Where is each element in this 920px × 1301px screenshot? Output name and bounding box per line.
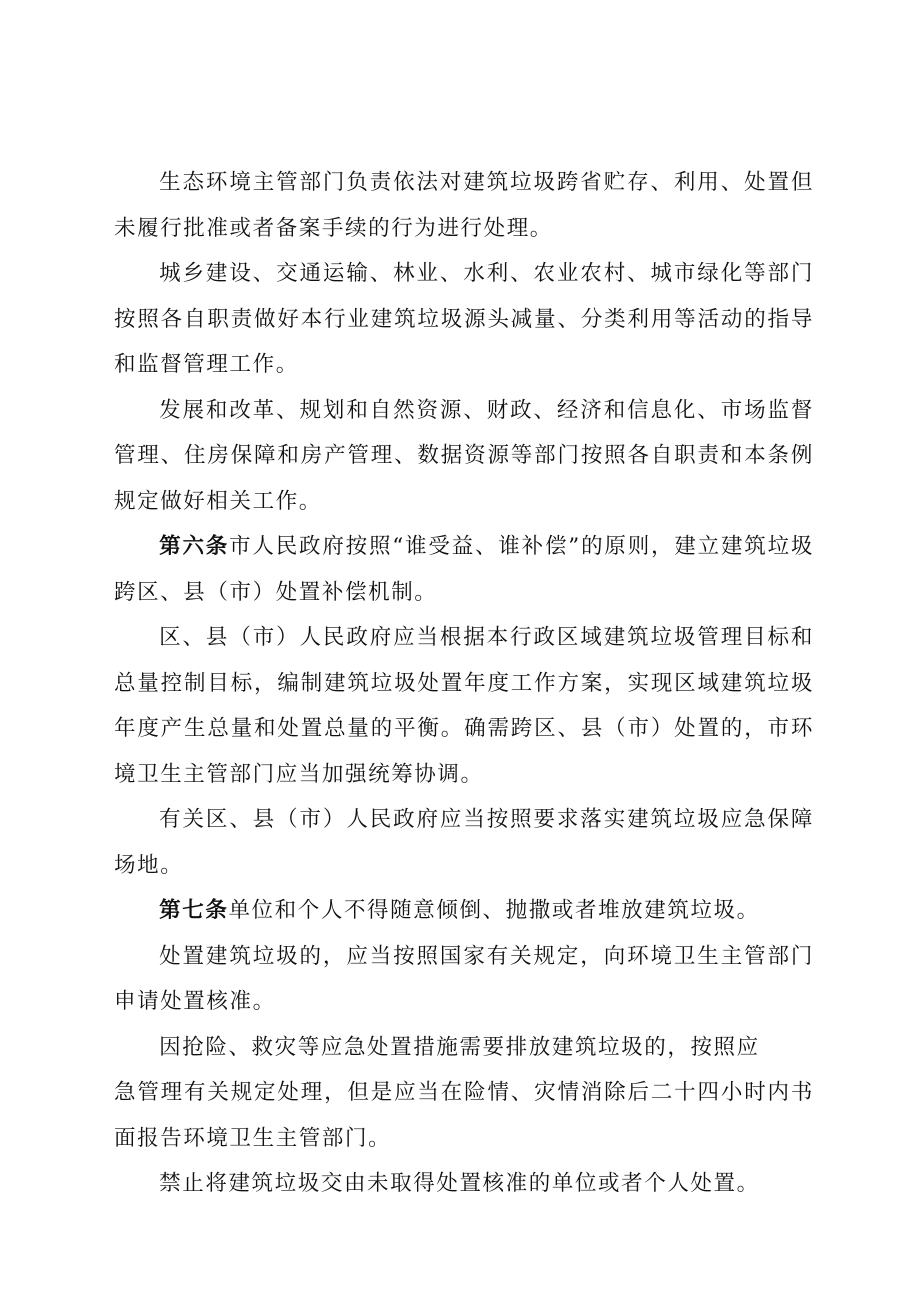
paragraph-text: 生态环境主管部门负责依法对建筑垃圾跨省贮存、利用、处置但未履行批准或者备案手续的行为进行处理。 — [114, 170, 814, 241]
article-7 — [114, 888, 814, 934]
paragraph-urban-rural-depts — [114, 251, 814, 388]
paragraph-text: 单位和个人不得随意倾倒、抛撒或者堆放建筑垃圾。 — [228, 898, 760, 923]
paragraph-text-rest: 急管理有关规定处理，但是应当在险情、灾情消除后二十四小时内书面报告环境卫生主管部门。 — [114, 1080, 814, 1151]
paragraph-ecology-dept — [114, 160, 814, 251]
paragraph-text-line1: 因抢险、救灾等应急处置措施需要排放建筑垃圾的，按照应 — [159, 1034, 760, 1060]
paragraph-text: 禁止将建筑垃圾交由未取得处置核准的单位或者个人处置。 — [159, 1171, 760, 1196]
paragraph-development-depts — [114, 388, 814, 525]
article-6 — [114, 524, 814, 615]
paragraph-text: 处置建筑垃圾的，应当按照国家有关规定，向环境卫生主管部门申请处置核准。 — [114, 943, 814, 1014]
paragraph-district-plan — [114, 615, 814, 797]
article-7-heading: 第七条 — [159, 898, 229, 923]
paragraph-prohibition — [114, 1161, 814, 1207]
paragraph-text: 发展和改革、规划和自然资源、财政、经济和信息化、市场监督管理、住房保障和房产管理、数据资源等部门按照各自职责和本条例规定做好相关工作。 — [114, 397, 814, 514]
paragraph-text: 有关区、县（市）人民政府应当按照要求落实建筑垃圾应急保障场地。 — [114, 807, 814, 878]
paragraph-text: 市人民政府按照“谁受益、谁补偿”的原则，建立建筑垃圾跨区、县（市）处置补偿机制。 — [114, 534, 814, 605]
document-body — [114, 160, 814, 1207]
article-6-heading: 第六条 — [159, 534, 230, 559]
paragraph-text: 城乡建设、交通运输、林业、水利、农业农村、城市绿化等部门按照各自职责做好本行业建筑垃圾源头减量、分类利用等活动的指导和监督管理工作。 — [114, 261, 814, 377]
paragraph-disposal-approval — [114, 934, 814, 1025]
paragraph-emergency-site — [114, 797, 814, 888]
paragraph-emergency-discharge — [114, 1025, 814, 1162]
paragraph-text: 区、县（市）人民政府应当根据本行政区域建筑垃圾管理目标和总量控制目标，编制建筑垃圾处置年度工作方案，实现区域建筑垃圾年度产生总量和处置总量的平衡。确需跨区、县（市）处置的，市环境卫生主管部门应当加强统筹协调。 — [114, 625, 814, 787]
